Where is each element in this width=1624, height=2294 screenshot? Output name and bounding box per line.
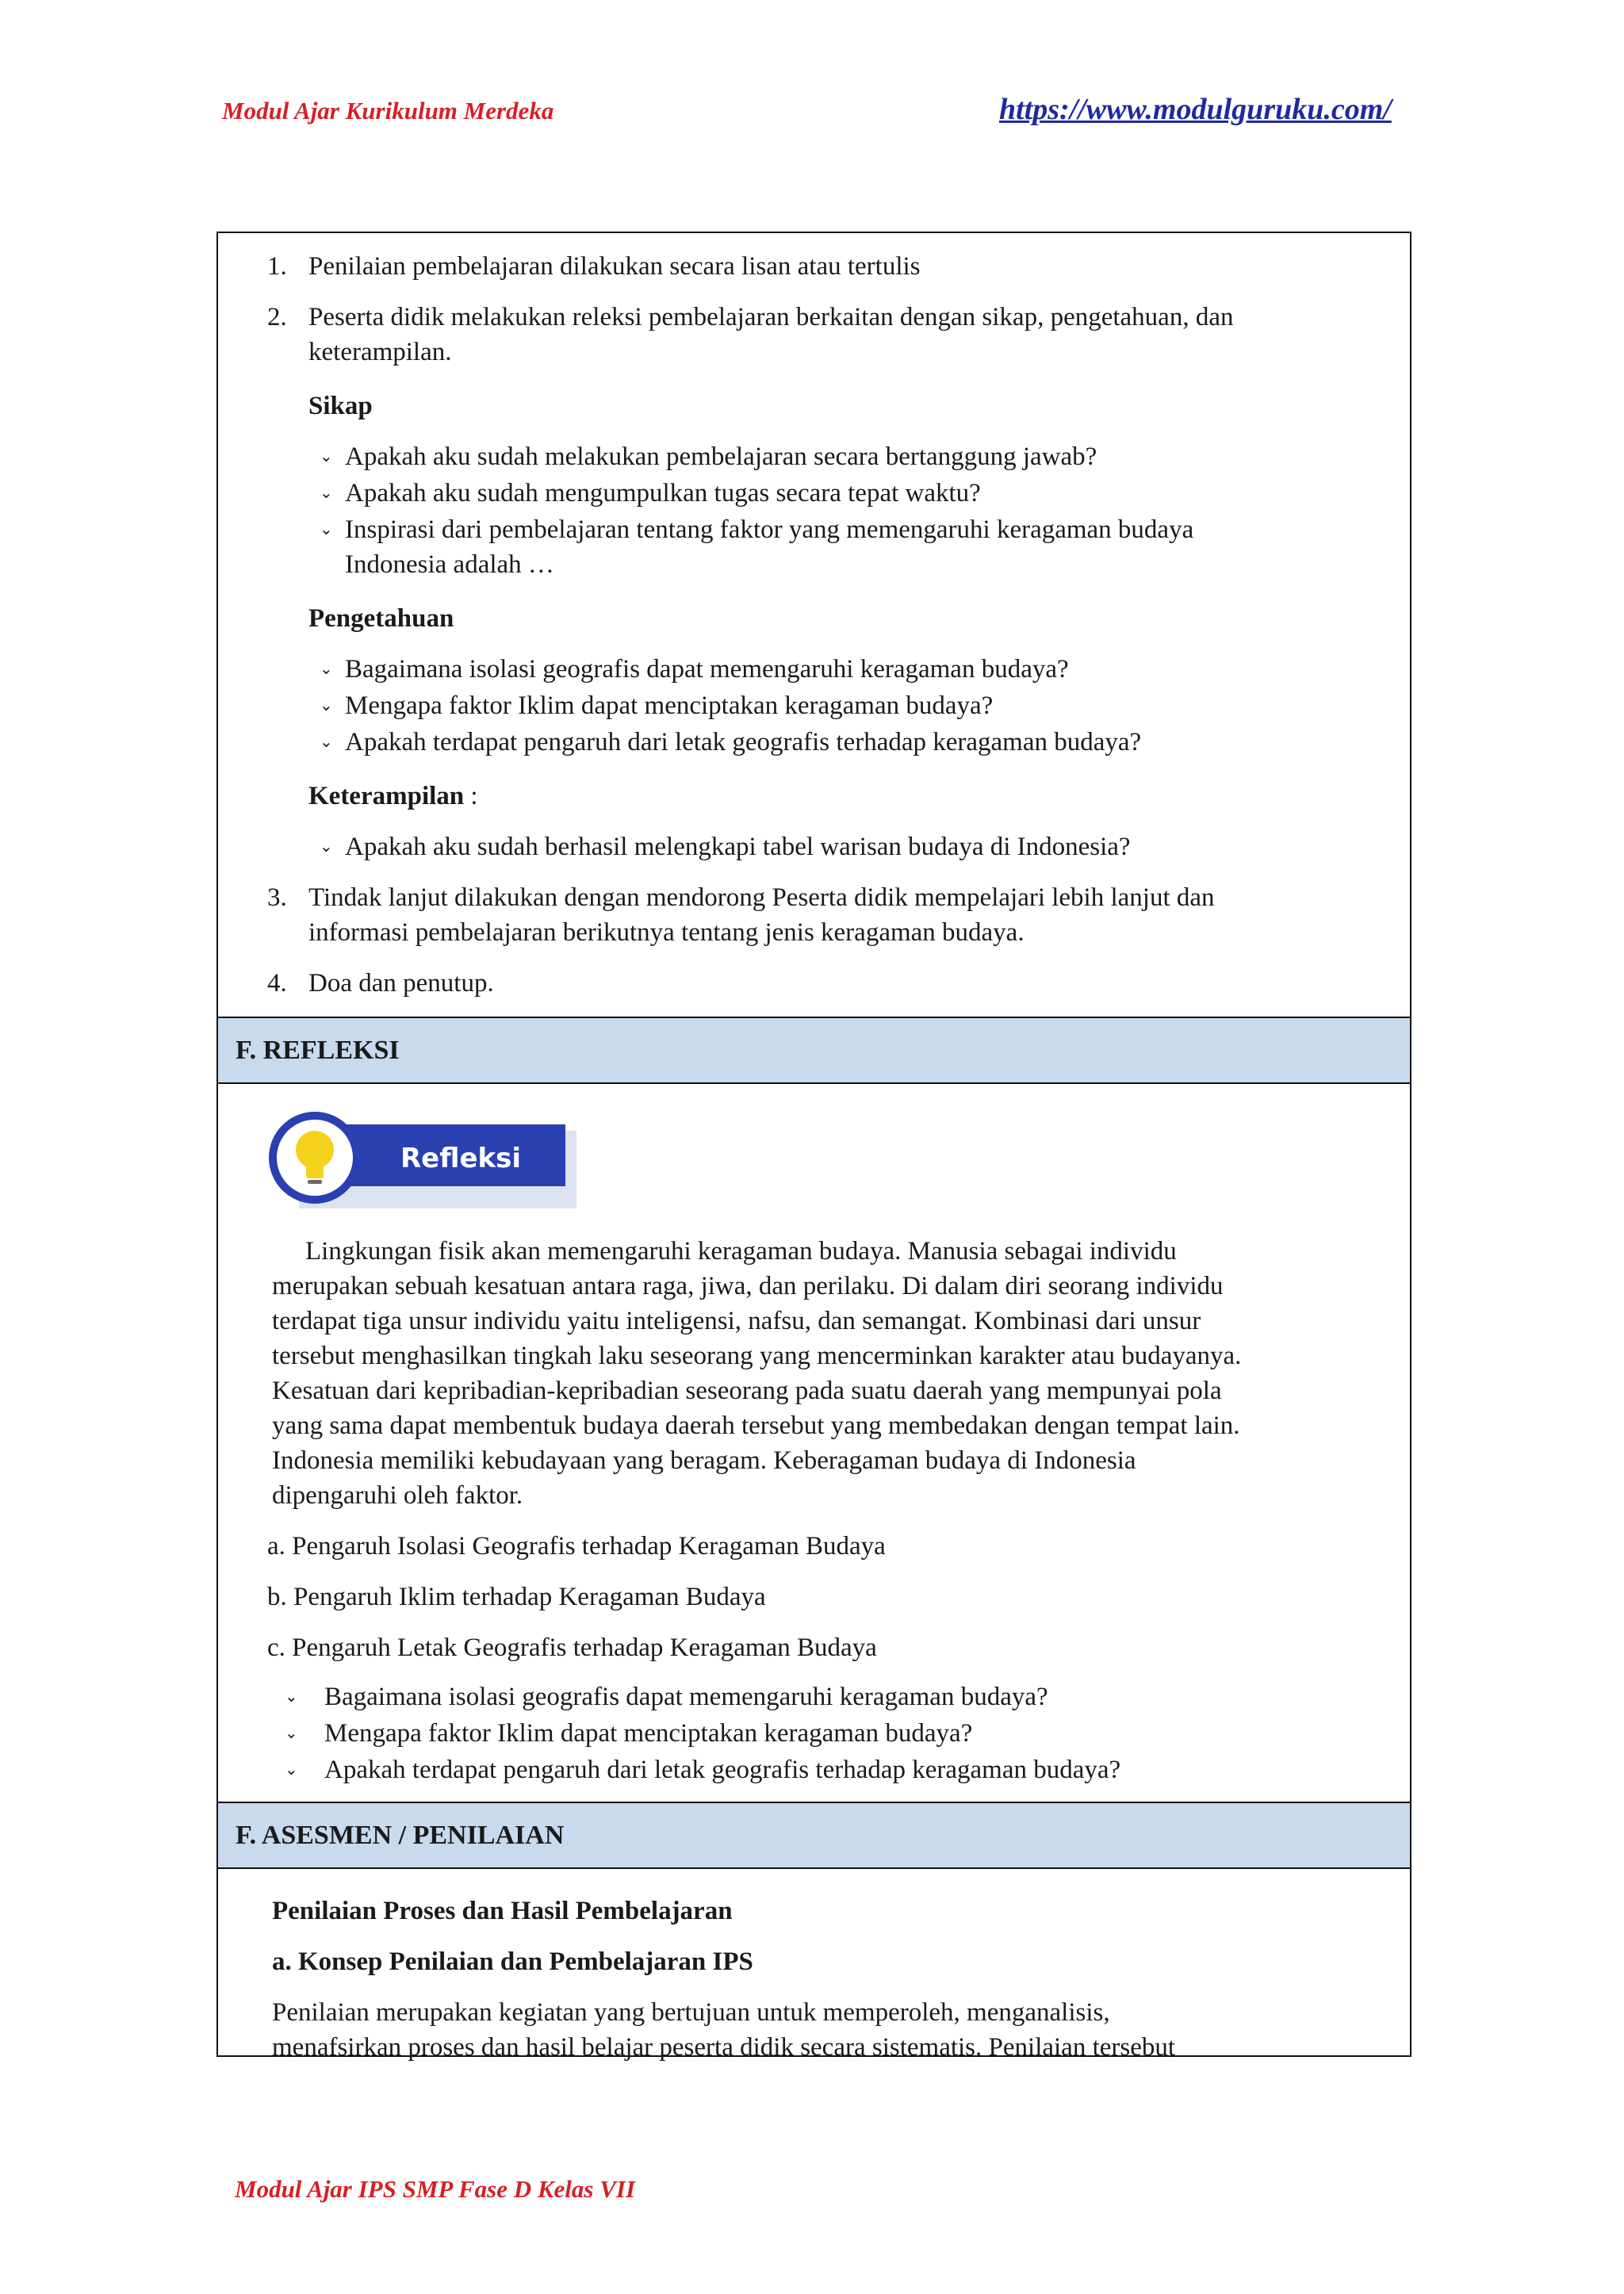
bullet-icon: ⌄ [285, 1688, 298, 1706]
bullet-icon: ⌄ [320, 697, 333, 714]
bullet-icon: ⌄ [320, 733, 333, 751]
refleksi-question: Bagaimana isolasi geografis dapat memengaruhi keragaman budaya? [324, 1683, 1048, 1711]
asesmen-section-title: F. ASESMEN / PENILAIAN [236, 1821, 565, 1850]
asesmen-paragraph-line: menafsirkan proses dan hasil belajar peserta didik secara sistematis. Penilaian tersebut [272, 2033, 1176, 2062]
bullet-icon: ⌄ [285, 1761, 298, 1779]
asesmen-section-header [218, 1802, 1410, 1869]
pengetahuan-item: Bagaimana isolasi geografis dapat memengaruhi keragaman budaya? [345, 655, 1069, 684]
closing-item-2-line-2: keterampilan. [308, 338, 452, 366]
factor-item: a. Pengaruh Isolasi Geografis terhadap Keragaman Budaya [267, 1532, 886, 1561]
bullet-icon: ⌄ [285, 1725, 298, 1742]
asesmen-sub-a: a. Konsep Penilaian dan Pembelajaran IPS [272, 1947, 753, 1976]
refleksi-paragraph-line: Lingkungan fisik akan memengaruhi keragaman budaya. Manusia sebagai individu [305, 1237, 1177, 1266]
closing-item-2-number: 2. [267, 303, 287, 331]
asesmen-paragraph-line: Penilaian merupakan kegiatan yang bertujuan untuk memperoleh, menganalisis, [272, 1998, 1110, 2027]
refleksi-paragraph-line: merupakan sebuah kesatuan antara raga, jiwa, dan perilaku. Di dalam diri seorang individu [272, 1272, 1224, 1300]
closing-item-3-line-1: Tindak lanjut dilakukan dengan mendorong Peserta didik mempelajari lebih lanjut dan [308, 883, 1215, 912]
refleksi-question: Mengapa faktor Iklim dapat menciptakan keragaman budaya? [324, 1719, 973, 1748]
sikap-heading: Sikap [308, 392, 373, 420]
bullet-icon: ⌄ [320, 521, 333, 538]
header-title: Modul Ajar Kurikulum Merdeka [222, 97, 554, 124]
refleksi-question: Apakah terdapat pengaruh dari letak geografis terhadap keragaman budaya? [324, 1756, 1121, 1784]
content-table [216, 232, 1411, 2062]
bullet-icon: ⌄ [320, 661, 333, 678]
refleksi-paragraph-line: terdapat tiga unsur individu yaitu inteligensi, nafsu, dan semangat. Kombinasi dari unsur [272, 1307, 1201, 1335]
pengetahuan-item: Mengapa faktor Iklim dapat menciptakan keragaman budaya? [345, 691, 994, 720]
closing-item-3-line-2: informasi pembelajaran berikutnya tentang jenis keragaman budaya. [308, 918, 1025, 947]
footer-title: Modul Ajar IPS SMP Fase D Kelas VII [235, 2175, 636, 2203]
closing-item-2-line-1: Peserta didik melakukan releksi pembelajaran berkaitan dengan sikap, pengetahuan, dan [308, 303, 1234, 331]
closing-item-1: Penilaian pembelajaran dilakukan secara lisan atau tertulis [308, 252, 921, 281]
sikap-item: Apakah aku sudah melakukan pembelajaran secara bertanggung jawab? [345, 442, 1097, 471]
asesmen-subtitle: Penilaian Proses dan Hasil Pembelajaran [272, 1897, 733, 1925]
keterampilan-heading-row [308, 779, 478, 814]
closing-item-4-number: 4. [267, 969, 287, 998]
refleksi-badge-graphic [267, 1107, 576, 1208]
refleksi-paragraph-line: dipengaruhi oleh faktor. [272, 1481, 523, 1510]
closing-item-3-number: 3. [267, 883, 287, 912]
refleksi-paragraph-line: yang sama dapat membentuk budaya daerah tersebut yang membedakan dengan tempat lain. [272, 1411, 1240, 1440]
pengetahuan-item: Apakah terdapat pengaruh dari letak geografis terhadap keragaman budaya? [345, 728, 1142, 756]
refleksi-badge [267, 1107, 576, 1208]
refleksi-section-header [218, 1017, 1410, 1084]
refleksi-paragraph-line: Kesatuan dari kepribadian-kepribadian seseorang pada suatu daerah yang mempunyai pola [272, 1377, 1222, 1405]
keterampilan-item: Apakah aku sudah berhasil melengkapi tabel warisan budaya di Indonesia? [345, 833, 1131, 861]
sikap-item: Inspirasi dari pembelajaran tentang faktor yang memengaruhi keragaman budaya [345, 515, 1194, 544]
refleksi-paragraph-line: tersebut menghasilkan tingkah laku seseorang yang mencerminkan karakter atau budayanya. [272, 1342, 1242, 1370]
factor-item: b. Pengaruh Iklim terhadap Keragaman Budaya [267, 1583, 766, 1611]
bullet-icon: ⌄ [320, 838, 333, 856]
header-website-link[interactable]: https://www.modulguruku.com/ [999, 93, 1392, 126]
keterampilan-colon: : [464, 782, 478, 810]
bullet-icon: ⌄ [320, 484, 333, 502]
bullet-icon: ⌄ [320, 448, 333, 465]
keterampilan-heading: Keterampilan [308, 782, 465, 810]
sikap-item: Apakah aku sudah mengumpulkan tugas secara tepat waktu? [345, 479, 981, 507]
pengetahuan-heading: Pengetahuan [308, 604, 454, 633]
sikap-item-continued: Indonesia adalah … [345, 550, 554, 579]
refleksi-paragraph-line: Indonesia memiliki kebudayaan yang beragam. Keberagaman budaya di Indonesia [272, 1446, 1136, 1475]
refleksi-section-title: F. REFLEKSI [236, 1036, 400, 1065]
closing-item-1-number: 1. [267, 252, 287, 281]
factor-item: c. Pengaruh Letak Geografis terhadap Keragaman Budaya [267, 1633, 877, 1662]
refleksi-badge-label: Refleksi [400, 1143, 522, 1174]
closing-item-4: Doa dan penutup. [308, 969, 494, 998]
